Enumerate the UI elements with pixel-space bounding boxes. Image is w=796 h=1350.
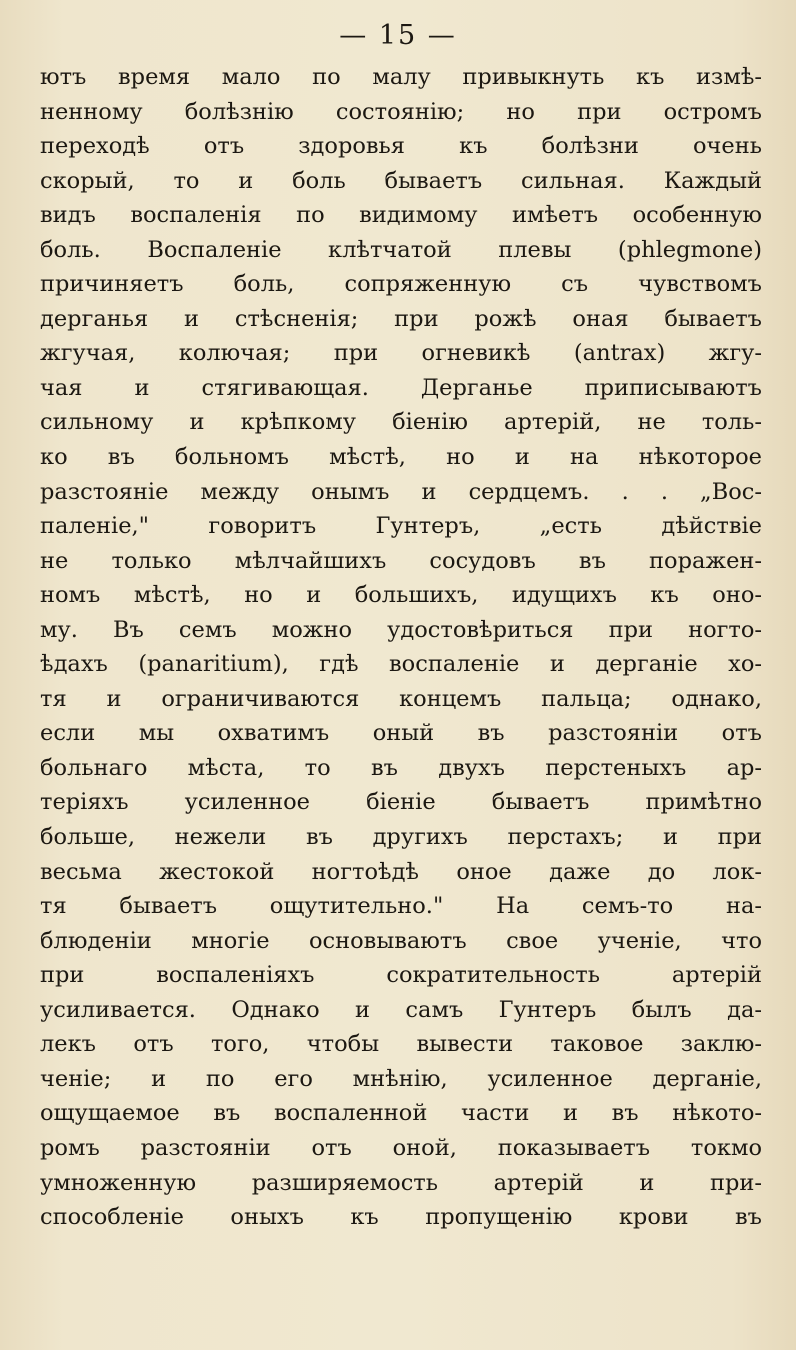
text-line: ненному болѣзнію состоянію; но при остромъ: [40, 98, 762, 125]
text-line: больше, нежели въ другихъ перстахъ; и при: [40, 824, 762, 851]
text-line: дерганья и стѣсненія; при рожѣ оная бываетъ: [40, 305, 762, 332]
text-line: переходѣ отъ здоровья къ болѣзни очень: [40, 133, 762, 160]
text-line: блюденіи многіе основываютъ свое ученіе, что: [40, 927, 762, 954]
text-line: му. Въ семъ можно удостовѣриться при ногто-: [40, 616, 762, 643]
text-line: ютъ время мало по малу привыкнуть къ измѣ-: [40, 64, 762, 90]
body-text: [40, 60, 762, 1235]
text-line: ѣдахъ (panaritium), гдѣ воспаленіе и дерганіе хо-: [40, 651, 762, 678]
text-line: ромъ разстояніи отъ оной, показываетъ токмо: [40, 1134, 762, 1161]
text-line: ощущаемое въ воспаленной части и въ нѣкото-: [40, 1100, 762, 1127]
text-line: не только мѣлчайшихъ сосудовъ въ поражен-: [40, 547, 762, 574]
text-line: номъ мѣстѣ, но и большихъ, идущихъ къ оно-: [40, 582, 762, 609]
text-line: жгучая, колючая; при огневикѣ (antrax) жгу-: [40, 340, 762, 367]
text-line: разстояніе между онымъ и сердцемъ. . . „Вос-: [40, 478, 762, 505]
text-line: весьма жестокой ногтоѣдѣ оное даже до лок-: [40, 858, 762, 885]
text-line: ченіе; и по его мнѣнію, усиленное дерганіе,: [40, 1065, 762, 1092]
text-line: если мы охватимъ оный въ разстояніи отъ: [40, 720, 762, 747]
text-line: ко въ больномъ мѣстѣ, но и на нѣкоторое: [40, 444, 762, 471]
text-line: сильному и крѣпкому біенію артерій, не толь-: [40, 409, 762, 436]
text-line: усиливается. Однако и самъ Гунтеръ былъ да-: [40, 996, 762, 1023]
text-line: чая и стягивающая. Дерганье приписываютъ: [40, 374, 762, 401]
text-line: больнаго мѣста, то въ двухъ перстеныхъ ар-: [40, 754, 762, 781]
text-line: паленіе," говоритъ Гунтеръ, „есть дѣйствіе: [40, 513, 762, 540]
text-line: причиняетъ боль, сопряженную съ чувствомъ: [40, 271, 762, 298]
text-line: видъ воспаленія по видимому имѣетъ особенную: [40, 202, 762, 229]
text-line: скорый, то и боль бываетъ сильная. Каждый: [40, 167, 762, 194]
text-line: при воспаленіяхъ сократительность артерій: [40, 962, 762, 989]
text-line: тя и ограничиваются концемъ пальца; однако,: [40, 685, 762, 712]
text-line: боль. Воспаленіе клѣтчатой плевы (phlegmone): [40, 236, 762, 263]
text-line: умноженную разширяемость артерій и при-: [40, 1169, 762, 1196]
text-line: теріяхъ усиленное біеніе бываетъ примѣтно: [40, 789, 762, 816]
text-line: лекъ отъ того, чтобы вывести таковое заклю-: [40, 1031, 762, 1058]
text-line: тя бываетъ ощутительно." На семъ-то на-: [40, 893, 762, 920]
page-number: — 15 —: [339, 20, 457, 51]
text-line: способленіе оныхъ къ пропущенію крови въ: [40, 1204, 762, 1231]
